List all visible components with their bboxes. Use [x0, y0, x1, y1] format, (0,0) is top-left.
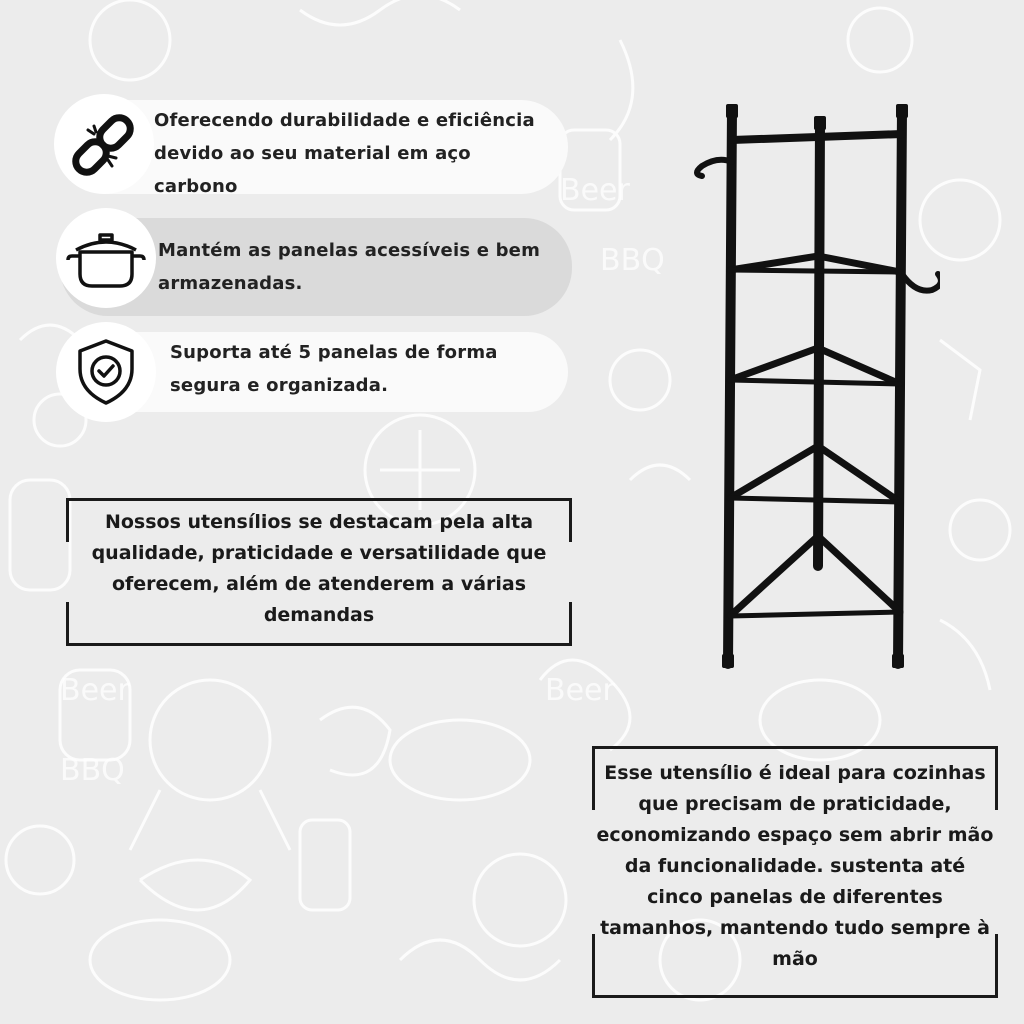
quality-statement-text: Nossos utensílios se destacam pela alta qualidade, praticidade e versatilidade que oferecem, além de atenderem a várias demandas	[91, 511, 547, 626]
svg-text:Beer: Beer	[60, 673, 130, 708]
svg-text:Beer: Beer	[560, 173, 630, 208]
svg-text:BBQ: BBQ	[60, 753, 125, 788]
cooking-pot-icon-circle	[56, 208, 156, 308]
shield-check-icon	[74, 337, 138, 407]
chain-link-icon	[72, 112, 136, 176]
svg-text:Beer: Beer	[545, 673, 615, 708]
svg-text:BBQ: BBQ	[600, 243, 665, 278]
shield-check-icon-circle	[56, 322, 156, 422]
product-description-text: Esse utensílio é ideal para cozinhas que precisam de praticidade, economizando espaço sem abrir mão da funcionalidade. sustenta até cinco panelas de diferentes tamanhos, mantendo tudo sempre à mão	[596, 762, 994, 970]
chain-link-icon-circle	[54, 94, 154, 194]
cooking-pot-icon	[66, 226, 146, 290]
product-description-box	[592, 746, 998, 998]
pan-rack-image	[680, 96, 940, 676]
feature-durability-text: Oferecendo durabilidade e eficiência devido ao seu material em aço carbono	[154, 110, 535, 197]
feature-capacity-text: Suporta até 5 panelas de forma segura e organizada.	[170, 342, 498, 396]
feature-storage-text: Mantém as panelas acessíveis e bem armazenadas.	[158, 240, 541, 294]
quality-statement-box	[66, 498, 572, 646]
